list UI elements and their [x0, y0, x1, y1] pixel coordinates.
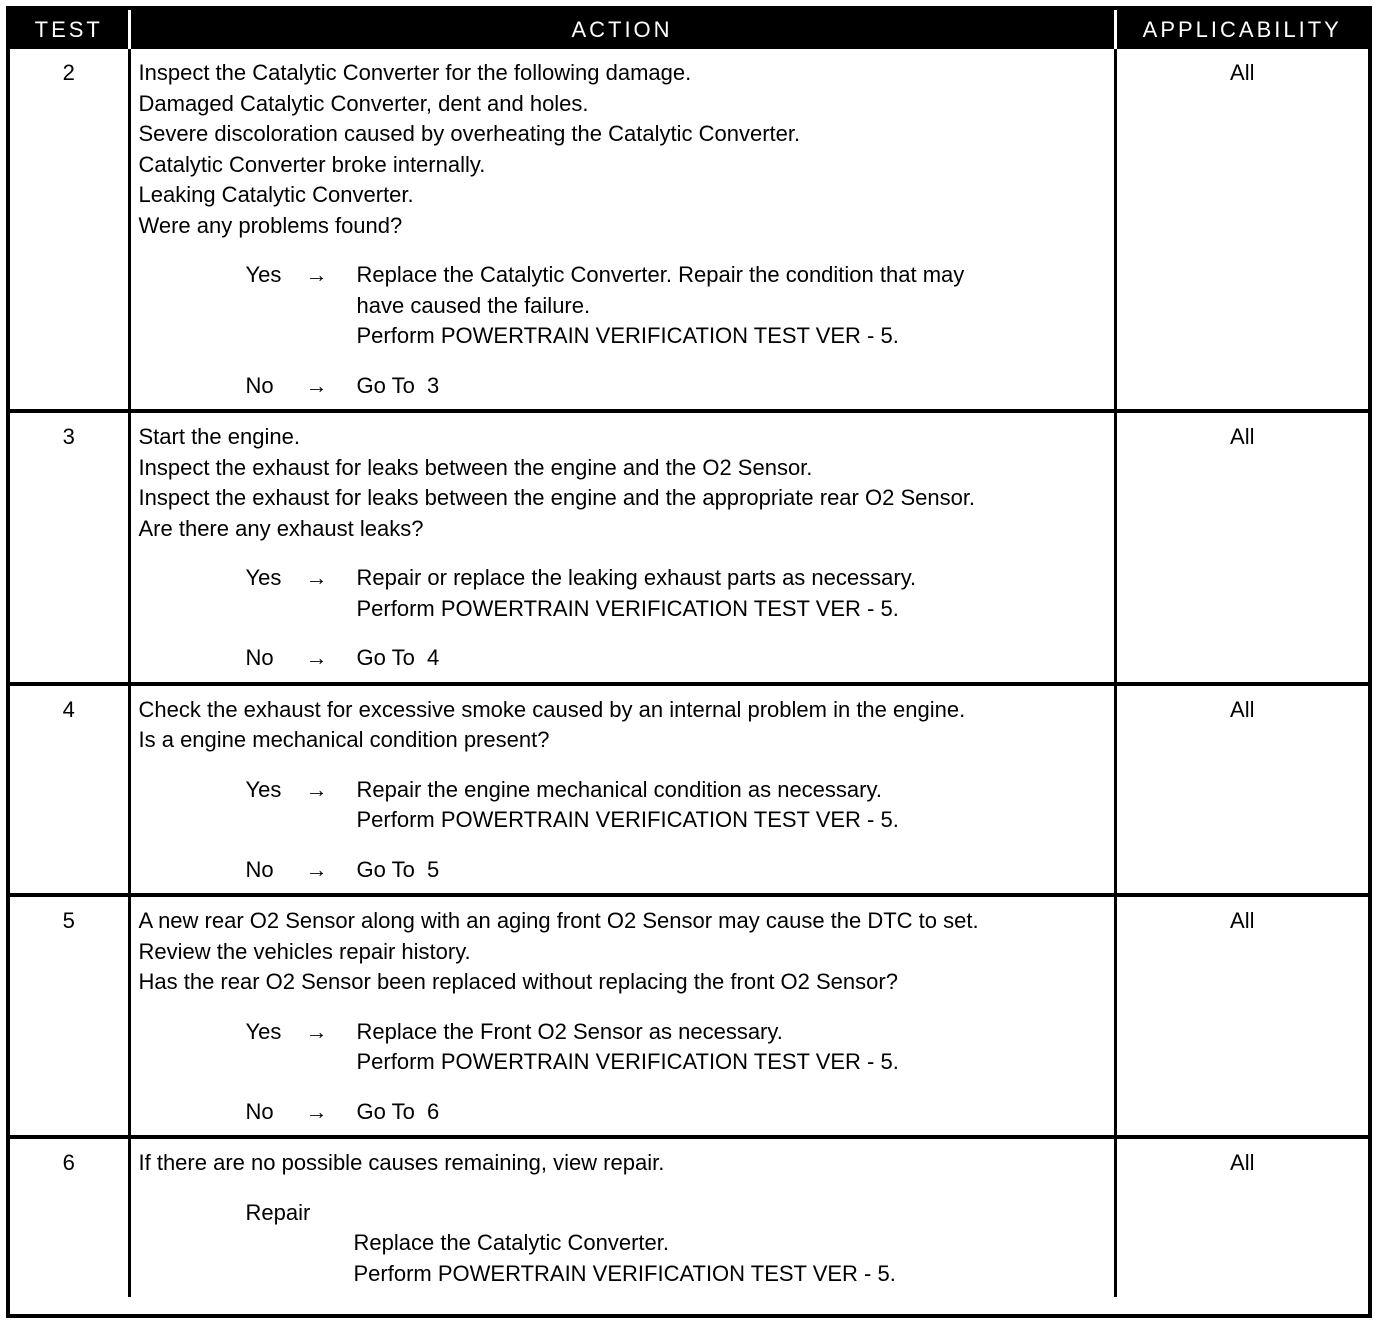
- yes-label: Yes: [245, 776, 282, 802]
- no-branch: [139, 855, 1106, 886]
- question-line: Has the rear O2 Sensor been replaced without replacing the front O2 Sensor?: [138, 969, 898, 994]
- question-line: Catalytic Converter broke internally.: [138, 151, 486, 177]
- applicability-value: All: [1115, 684, 1368, 896]
- applicability-value: All: [1115, 1137, 1368, 1297]
- table-row: [10, 411, 1368, 684]
- yes-text-line: Repair or replace the leaking exhaust parts as necessary.: [356, 565, 917, 590]
- applicability-value: All: [1230, 60, 1255, 85]
- header-applicability: APPLICABILITY: [1115, 10, 1368, 49]
- question-line: Severe discoloration caused by overheating the Catalytic Converter.: [138, 121, 801, 146]
- no-text: Go To 3: [356, 372, 440, 398]
- question-line: Were any problems found?: [138, 212, 403, 238]
- repair-label: Repair: [245, 1199, 311, 1225]
- question-line: Is a engine mechanical condition present?: [138, 727, 550, 752]
- yes-text-line: Perform POWERTRAIN VERIFICATION TEST VER - 5.: [356, 595, 899, 621]
- test-number: 3: [10, 411, 129, 684]
- yes-text-line: Replace the Catalytic Converter. Repair the condition that may: [356, 262, 965, 287]
- header-row: [10, 10, 1368, 49]
- test-number: 4: [10, 684, 129, 896]
- right-arrow-icon: →: [305, 565, 328, 590]
- right-arrow-icon: →: [305, 1098, 328, 1124]
- question-line: Check the exhaust for excessive smoke caused by an internal problem in the engine.: [138, 696, 966, 722]
- question-line: Start the engine.: [138, 424, 300, 449]
- yes-text-line: Repair the engine mechanical condition as necessary.: [356, 776, 882, 802]
- header-test: TEST: [10, 10, 129, 49]
- right-arrow-icon: →: [305, 1018, 328, 1044]
- right-arrow-icon: →: [305, 645, 328, 670]
- repair-text-line: Perform POWERTRAIN VERIFICATION TEST VER - 5.: [353, 1260, 896, 1286]
- right-arrow-icon: →: [305, 776, 328, 802]
- yes-branch: [139, 775, 1106, 836]
- no-text: Go To 4: [356, 645, 440, 670]
- yes-branch: [139, 563, 1106, 624]
- question-line: Are there any exhaust leaks?: [138, 515, 424, 541]
- action-cell: [129, 895, 1115, 1137]
- action-cell: [129, 49, 1115, 411]
- yes-text-line: Perform POWERTRAIN VERIFICATION TEST VER - 5.: [356, 807, 899, 832]
- no-branch: [139, 643, 1106, 674]
- no-label: No: [245, 372, 274, 398]
- yes-branch: [139, 1017, 1106, 1078]
- question-line: Inspect the exhaust for leaks between the engine and the O2 Sensor.: [138, 454, 813, 480]
- test-number: 2: [10, 49, 129, 411]
- table-row: [10, 895, 1368, 1137]
- yes-label: Yes: [245, 262, 282, 287]
- no-label: No: [245, 1098, 274, 1124]
- action-cell: [129, 684, 1115, 896]
- yes-text-line: Perform POWERTRAIN VERIFICATION TEST VER - 5.: [356, 323, 899, 348]
- yes-text: [357, 1017, 1106, 1078]
- yes-label: Yes: [245, 565, 282, 590]
- header-action: ACTION: [129, 10, 1115, 49]
- yes-text: [357, 260, 1106, 352]
- action-cell: [129, 411, 1115, 684]
- applicability-value: All: [1115, 411, 1368, 684]
- right-arrow-icon: →: [305, 372, 328, 398]
- no-label: No: [245, 856, 274, 882]
- question-line: Inspect the exhaust for leaks between the engine and the appropriate rear O2 Sensor.: [138, 485, 976, 510]
- yes-text-line: Replace the Front O2 Sensor as necessary.: [356, 1018, 783, 1044]
- table-row: [10, 1137, 1368, 1297]
- applicability-value: All: [1115, 895, 1368, 1137]
- no-branch: [139, 1097, 1106, 1128]
- diagnostic-table: [10, 10, 1368, 1297]
- yes-text: [357, 775, 1106, 836]
- repair-text-line: Replace the Catalytic Converter.: [353, 1230, 669, 1255]
- right-arrow-icon: →: [305, 856, 328, 882]
- question-line: A new rear O2 Sensor along with an aging front O2 Sensor may cause the DTC to set.: [138, 908, 979, 933]
- table-row: [10, 684, 1368, 896]
- question-line: Leaking Catalytic Converter.: [138, 182, 414, 207]
- question-line: Inspect the Catalytic Converter for the following damage.: [138, 60, 692, 85]
- no-branch: [139, 371, 1106, 402]
- question-line: Review the vehicles repair history.: [138, 938, 471, 964]
- table-row: [10, 49, 1368, 411]
- no-text: Go To 5: [356, 856, 440, 882]
- no-label: No: [245, 645, 274, 670]
- question-line: Damaged Catalytic Converter, dent and holes.: [138, 90, 589, 116]
- test-number: 5: [10, 895, 129, 1137]
- yes-text-line: have caused the failure.: [356, 292, 591, 318]
- yes-label: Yes: [245, 1018, 282, 1044]
- question-line: If there are no possible causes remaining, view repair.: [138, 1150, 665, 1175]
- right-arrow-icon: →: [305, 262, 328, 287]
- yes-text-line: Perform POWERTRAIN VERIFICATION TEST VER - 5.: [356, 1049, 899, 1074]
- no-text: Go To 6: [356, 1098, 440, 1124]
- yes-text: [357, 563, 1106, 624]
- yes-branch: [139, 260, 1106, 352]
- test-number: 6: [10, 1137, 129, 1297]
- action-cell: [129, 1137, 1115, 1297]
